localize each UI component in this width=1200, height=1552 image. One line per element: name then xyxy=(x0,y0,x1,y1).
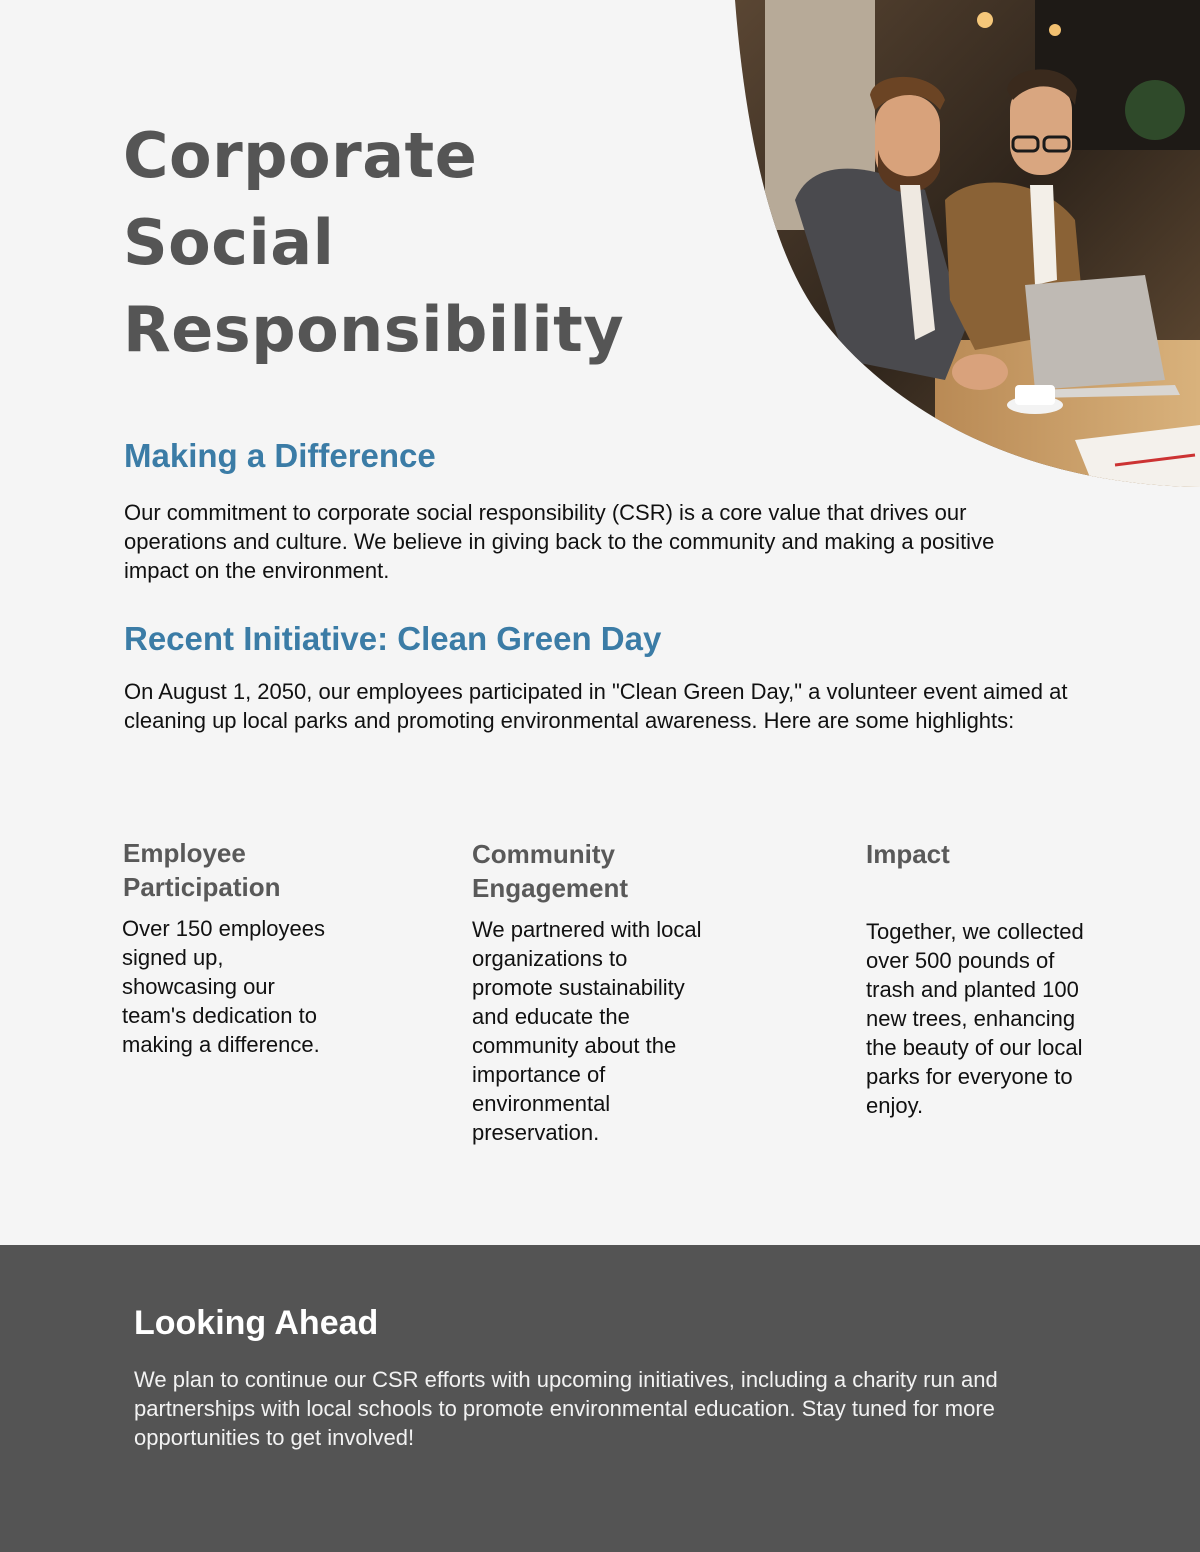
initiative-body: On August 1, 2050, our employees participated in "Clean Green Day," a volunteer event aimed at cleaning up local parks and promoting environmental awareness. Here are some highlights: xyxy=(124,679,1068,733)
page-title xyxy=(123,112,743,373)
highlight-body-participation: Over 150 employees signed up, showcasing our team's dedication to making a difference. xyxy=(122,916,325,1057)
title-line-2: Social xyxy=(123,206,335,279)
footer-heading: Looking Ahead xyxy=(134,1304,379,1342)
highlight-body-engagement: We partnered with local organizations to promote sustainability and educate the community about the importance of environmental preservation. xyxy=(472,917,702,1145)
intro-heading: Making a Difference xyxy=(124,437,436,474)
title-line-1: Corporate xyxy=(123,119,478,192)
highlight-title-impact: Impact xyxy=(866,839,950,869)
highlight-title-participation: Employee Participation xyxy=(123,838,281,902)
initiative-heading: Recent Initiative: Clean Green Day xyxy=(124,620,662,657)
looking-ahead-footer xyxy=(0,1245,1200,1552)
title-line-3: Responsibility xyxy=(123,293,625,366)
hero-photo xyxy=(735,0,1200,490)
highlight-body-impact: Together, we collected over 500 pounds of trash and planted 100 new trees, enhancing the beauty of our local parks for everyone to enjoy. xyxy=(866,919,1084,1118)
footer-body: We plan to continue our CSR efforts with upcoming initiatives, including a charity run and partnerships with local schools to promote environmental education. Stay tuned for more opportunities to get involved! xyxy=(134,1367,998,1450)
intro-body: Our commitment to corporate social responsibility (CSR) is a core value that drives our operations and culture. We believe in giving back to the community and making a positive impact on the environment. xyxy=(124,500,995,583)
highlight-title-engagement: Community Engagement xyxy=(472,839,629,903)
